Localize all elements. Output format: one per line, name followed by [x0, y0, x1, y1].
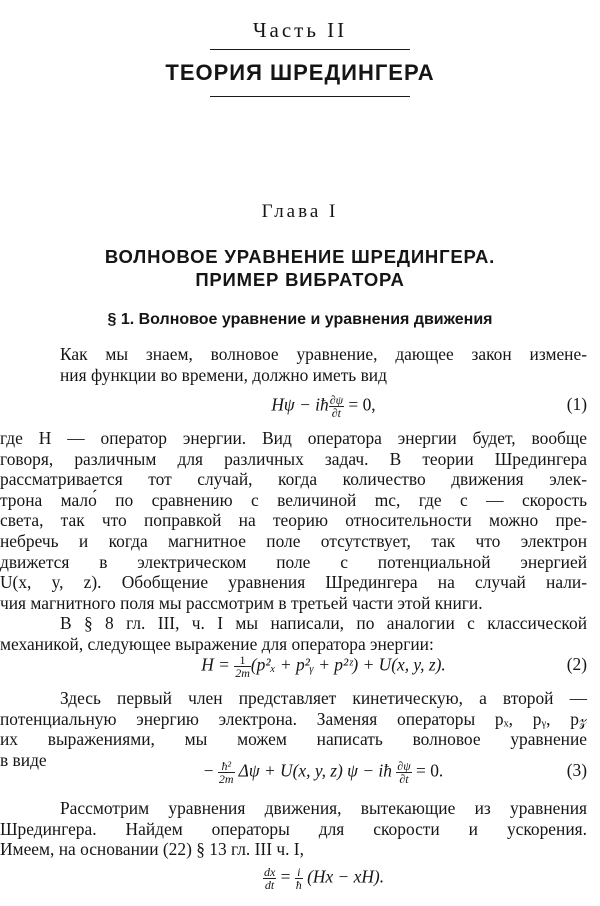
- text-line: движется в электрическом поле с потенциальной энергией: [0, 551, 587, 572]
- paragraph-5: [0, 798, 587, 860]
- text-line: механикой, следующее выражение для оператора энергии:: [0, 633, 434, 654]
- eq2-number: (2): [566, 654, 587, 674]
- text-line: где H — оператор энергии. Вид оператора энергии будет, вообще: [0, 428, 587, 448]
- equation-4: [60, 866, 587, 891]
- eq3-lhs: −: [203, 760, 218, 781]
- part-label: Часть II: [252, 18, 348, 42]
- eq2-rhs: (p²ₓ + p²ᵧ + p²ᶻ) + U(x, y, z).: [250, 654, 446, 675]
- chapter-title-line2: ПРИМЕР ВИБРАТОРА: [195, 269, 405, 290]
- paragraph-4: [0, 688, 587, 770]
- part-rule-top: [210, 49, 410, 50]
- text-line: Шредингера. Найдем операторы для скорости и ускорения.: [0, 818, 587, 839]
- text-line: Рассмотрим уравнения движения, вытекающие из уравнения: [60, 798, 587, 818]
- chapter-label: Глава I: [261, 201, 339, 222]
- eq4-fraction-2: [295, 866, 303, 891]
- eq4-frac2-den: ħ: [295, 878, 302, 892]
- eq4-frac1-num: dx: [263, 865, 276, 879]
- part-title: ТЕОРИЯ ШРЕДИНГЕРА: [165, 60, 435, 85]
- eq1-fraction: [329, 394, 344, 419]
- eq1-frac-den: ∂t: [331, 406, 342, 420]
- eq1-rhs: = 0,: [344, 394, 376, 415]
- eq2-frac-den: 2m: [235, 666, 250, 680]
- eq3-mid: Δψ + U(x, y, z) ψ − iħ: [234, 760, 397, 781]
- eq2-lhs: H =: [201, 654, 235, 675]
- equation-3: [60, 760, 587, 785]
- text-line: В § 8 гл. III, ч. I мы написали, по аналогии с классической: [60, 613, 587, 633]
- text-line: небречь и когда магнитное поле отсутствует, так что электрон: [0, 530, 587, 551]
- text-line: Имеем, на основании (22) § 13 гл. III ч. I,: [0, 839, 304, 860]
- eq3-frac1-den: 2m: [218, 772, 234, 786]
- eq4-frac1-den: dt: [264, 878, 275, 892]
- text-line: их выражениями, мы можем написать волновое уравнение: [0, 729, 587, 750]
- paragraph-1: [60, 344, 587, 385]
- eq3-frac1-num: ħ²: [218, 760, 235, 773]
- text-line: чия магнитного поля мы рассмотрим в третьей части этой книги.: [0, 592, 483, 613]
- paragraph-3: [0, 613, 587, 654]
- eq4-mid: =: [276, 866, 295, 887]
- eq4-fraction-1: [263, 866, 276, 891]
- text-line: U(x, y, z). Обобщение уравнения Шредингера на случай нали-: [0, 572, 587, 593]
- text-line: в виде: [0, 749, 47, 770]
- eq3-frac2-num: ∂ψ: [397, 759, 411, 773]
- eq1-frac-num: ∂ψ: [329, 393, 344, 407]
- eq1-number: (1): [566, 394, 587, 414]
- chapter-title: [0, 245, 600, 291]
- eq3-fraction-2: [396, 760, 411, 785]
- text-line: потенциальную энергию электрона. Заменяя операторы pₓ, pᵧ, p𝓏: [0, 708, 587, 729]
- text-line: Как мы знаем, волновое уравнение, дающее закон измене-: [60, 344, 587, 364]
- equation-2: [60, 654, 587, 679]
- chapter-title-line1: ВОЛНОВОЕ УРАВНЕНИЕ ШРЕДИНГЕРА.: [104, 246, 496, 267]
- text-line: рассматривается тот случай, когда количество движения элек-: [0, 469, 587, 490]
- eq4-frac2-num: i: [295, 866, 303, 879]
- eq4-rhs: (Hx − xH).: [302, 866, 385, 887]
- eq1-lhs: Hψ − iħ: [271, 394, 329, 415]
- equation-1: [60, 394, 587, 419]
- text-line: говоря, различным для различных задач. В теории Шредингера: [0, 448, 587, 469]
- section-title: § 1. Волновое уравнение и уравнения движения: [107, 311, 493, 328]
- text-line: света, так что поправкой на теорию относительности можно пре-: [0, 510, 587, 531]
- text-line: ния функции во времени, должно иметь вид: [60, 364, 387, 385]
- text-line: трона мало́ по сравнению с величиной mc, где c — скорость: [0, 489, 587, 510]
- eq2-frac-num: 1: [234, 654, 251, 667]
- part-rule-bottom: [210, 96, 410, 97]
- eq3-number: (3): [566, 760, 587, 780]
- paragraph-2: [0, 428, 587, 613]
- text-line: Здесь первый член представляет кинетическую, а второй —: [60, 688, 587, 708]
- eq3-frac2-den: ∂t: [399, 772, 409, 786]
- eq2-fraction: [234, 654, 251, 679]
- eq3-rhs: = 0.: [411, 760, 444, 781]
- eq3-fraction-1: [218, 760, 235, 785]
